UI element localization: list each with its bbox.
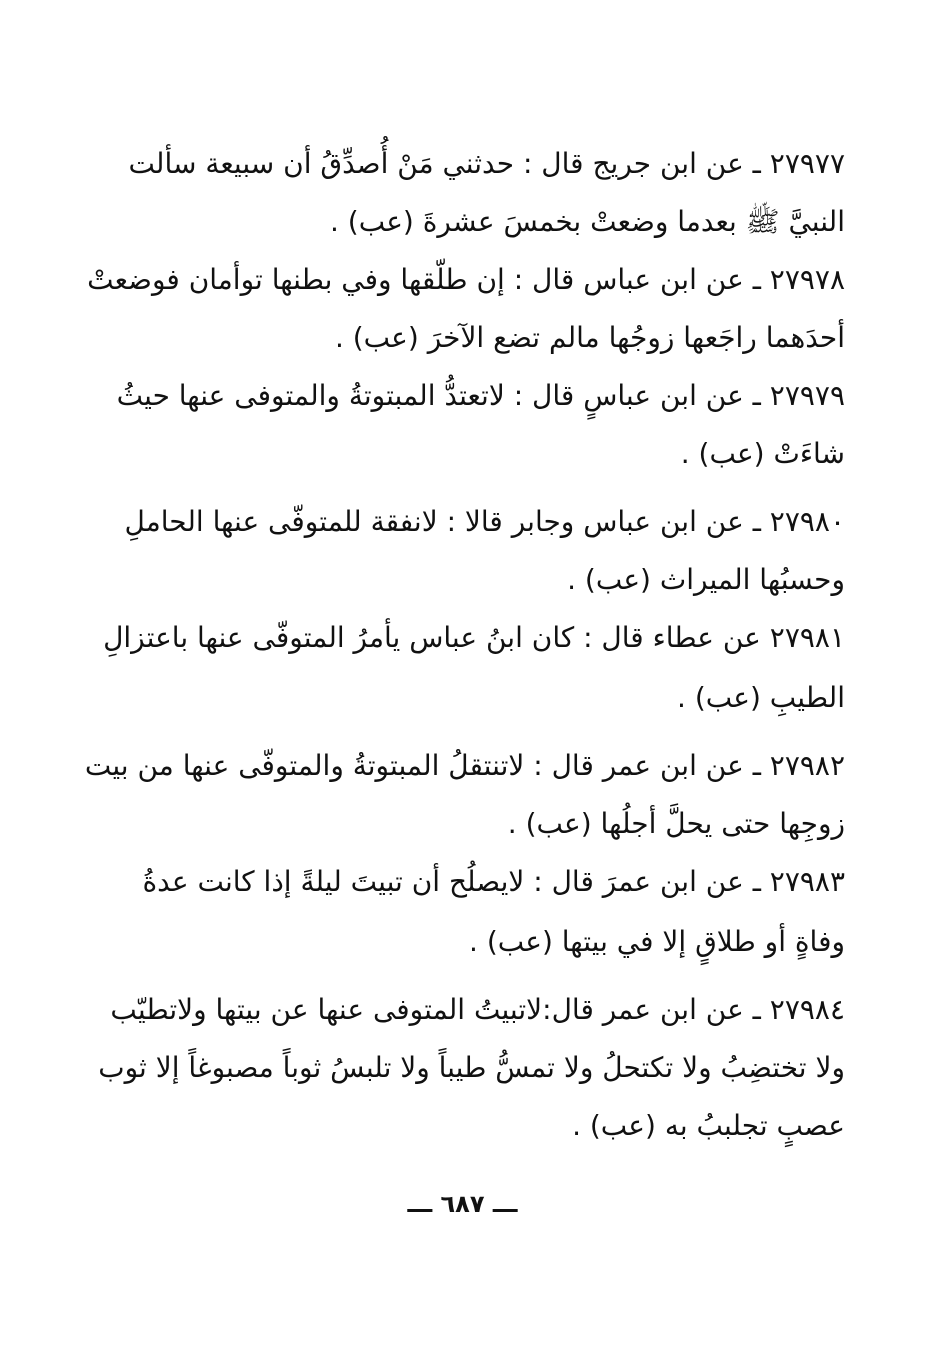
hadith-27981-line-1: ٢٧٩٨١ عن عطاء قال : كان ابنُ عباس يأمرُ المتوفّى عنها باعتزالِ [103, 621, 845, 654]
hadith-27983-line-2: وفاةٍ أو طلاقٍ إلا في بيتها (عب) . [469, 925, 845, 958]
page-number: ـــ ٦٨٧ ـــ [407, 1190, 518, 1218]
hadith-27979-line-2: شاءَتْ (عب) . [680, 437, 845, 470]
hadith-27984-line-2: ولا تختضِبُ ولا تكتحلُ ولا تمسُّ طيباً ولا تلبسُ ثوباً مصبوغاً إلا ثوب [98, 1051, 845, 1084]
hadith-text-block [84, 128, 845, 1142]
hadith-27980-line-2: وحسبُها الميراث (عب) . [567, 563, 845, 596]
hadith-27980-line-1: ٢٧٩٨٠ ـ عن ابن عباس وجابر قالا : لانفقة للمتوفّى عنها الحاملِ [124, 505, 845, 538]
hadith-27978-line-1: ٢٧٩٧٨ ـ عن ابن عباس قال : إن طلّقها وفي بطنها توأمان فوضعتْ [87, 263, 845, 296]
hadith-27983-line-1: ٢٧٩٨٣ ـ عن ابن عمرَ قال : لايصلُح أن تبيتَ ليلةً إذا كانت عدةُ [142, 865, 845, 898]
hadith-27984-line-1: ٢٧٩٨٤ ـ عن ابن عمر قال:لاتبيتُ المتوفى عنها عن بيتها ولاتطيّب [110, 993, 845, 1026]
hadith-27982-line-2: زوجِها حتى يحلَّ أجلُها (عب) . [507, 807, 845, 840]
hadith-27981-line-2: الطيبِ (عب) . [677, 681, 845, 714]
hadith-27977-line-2: النبيَّ ﷺ بعدما وضعتْ بخمسَ عشرةَ (عب) . [329, 205, 845, 238]
hadith-27977-line-1: ٢٧٩٧٧ ـ عن ابن جريج قال : حدثني مَنْ أُصدِّقُ أن سبيعة سألت [128, 147, 845, 180]
hadith-27979-line-1: ٢٧٩٧٩ ـ عن ابن عباسٍ قال : لاتعتدُّ المبتوتةُ والمتوفى عنها حيثُ [116, 379, 845, 412]
hadith-27982-line-1: ٢٧٩٨٢ ـ عن ابن عمر قال : لاتنتقلُ المبتوتةُ والمتوفّى عنها من بيت [84, 749, 845, 782]
hadith-27984-line-3: عصبٍ تجلببُ به (عب) . [572, 1109, 845, 1142]
hadith-27978-line-2: أحدَهما راجَعها زوجُها مالم تضع الآخرَ (عب) . [334, 321, 845, 354]
